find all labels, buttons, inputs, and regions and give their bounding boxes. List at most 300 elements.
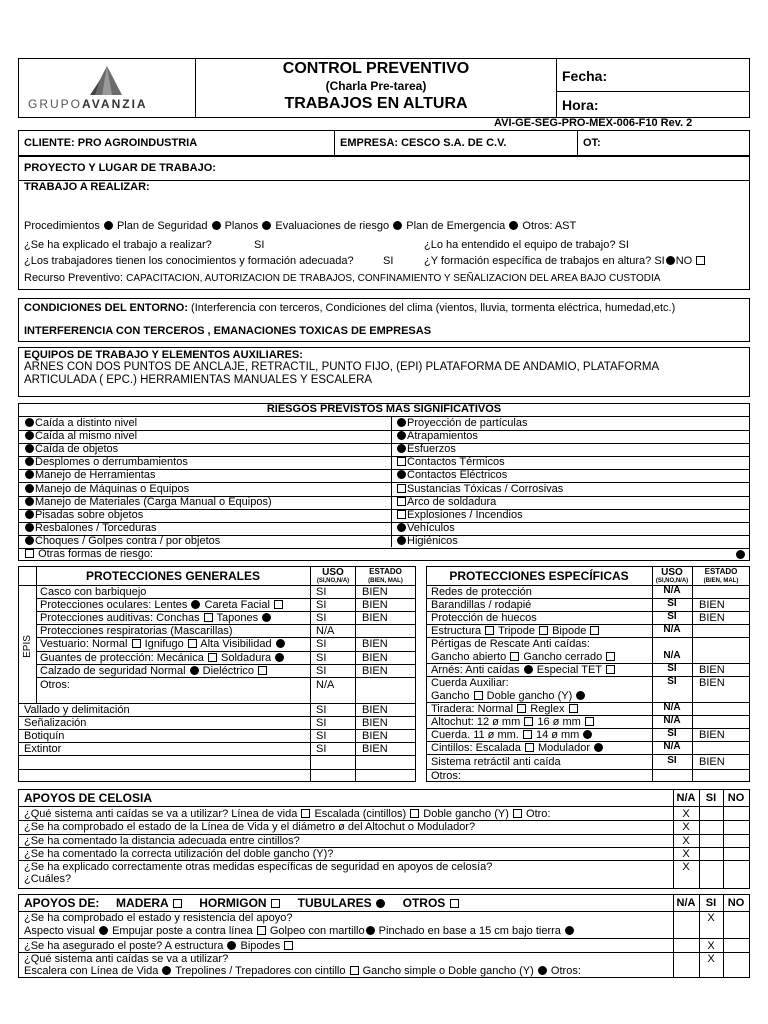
pe-item-checkbox[interactable] xyxy=(474,691,483,700)
celosia-na-mark[interactable]: X xyxy=(682,848,690,860)
pe-item-label: Sistema retráctil anti caída xyxy=(431,756,561,768)
riesgo-right-checkbox[interactable] xyxy=(397,497,406,506)
riesgo-left-label: Caída al mismo nivel xyxy=(35,430,138,443)
planos-checkbox[interactable] xyxy=(262,221,271,230)
pe-row-item xyxy=(431,599,531,612)
celosia-na-header: N/A xyxy=(676,792,696,804)
trabajo-field: TRABAJO A REALIZAR: xyxy=(24,181,150,193)
pe-uso-sub: (SI,NO,N/A) xyxy=(655,578,689,584)
otros-sistema-label: Otros: xyxy=(550,965,581,977)
pg-uso-value: SI xyxy=(316,652,327,664)
escalera-linea-label: Escalera con Línea de Vida xyxy=(24,965,159,977)
riesgo-right-checkbox[interactable] xyxy=(397,457,406,466)
riesgo-right-item xyxy=(396,443,456,456)
madera-checkbox[interactable] xyxy=(173,899,182,908)
pe-row-item xyxy=(431,677,509,690)
q-conocimientos: ¿Los trabajadores tienen los conocimientos y formación adecuada? xyxy=(24,255,354,267)
q-entendido: ¿Lo ha entendido el equipo de trabajo? SI xyxy=(424,239,629,251)
pe-uso-value: N/A xyxy=(663,624,681,635)
riesgo-right-label: Vehículos xyxy=(407,521,455,534)
pg-row-item xyxy=(40,652,285,665)
pg-row-item xyxy=(40,638,286,651)
pe-item-label: 16 ø mm xyxy=(537,716,581,728)
evaluaciones-checkbox[interactable] xyxy=(393,221,402,230)
entorno-row xyxy=(24,302,675,315)
pg-item-label: Protecciones auditivas: Conchas xyxy=(40,612,200,624)
riesgo-right-checkbox[interactable] xyxy=(397,470,406,479)
riesgo-right-label: Arco de soldadura xyxy=(407,495,497,508)
q-conocimientos-answer: SI xyxy=(383,255,394,267)
fecha-label: Fecha: xyxy=(562,68,608,84)
pg-item-checkbox[interactable] xyxy=(132,639,141,648)
pe-uso-value: SI xyxy=(667,598,677,609)
riesgo-right-item xyxy=(396,469,507,482)
proyecto-field: PROYECTO Y LUGAR DE TRABAJO: xyxy=(24,162,216,174)
riesgo-left-checkbox[interactable] xyxy=(25,431,34,440)
pe-item-checkbox[interactable] xyxy=(524,717,533,726)
pg-item-label: Ignifugo xyxy=(144,638,184,650)
pg-item-label: Guantes de protección: Mecánica xyxy=(40,652,204,664)
riesgo-right-checkbox[interactable] xyxy=(397,444,406,453)
celosia-q3: ¿Se ha comentado la distancia adecuada entre cintillos? xyxy=(24,835,300,847)
empresa-field: EMPRESA: CESCO S.A. DE C.V. xyxy=(340,137,507,149)
riesgo-right-item xyxy=(396,430,478,443)
escalada-checkbox[interactable] xyxy=(410,809,419,818)
pinchado-checkbox[interactable] xyxy=(565,926,574,935)
riesgo-left-checkbox[interactable] xyxy=(25,418,34,427)
riesgo-otras-label: Otras formas de riesgo: xyxy=(38,548,153,560)
pe-item-checkbox[interactable] xyxy=(539,626,548,635)
pe-estado-value: BIEN xyxy=(699,612,725,624)
pg-estado-value: BIEN xyxy=(362,665,388,677)
hora-label: Hora: xyxy=(562,97,599,113)
pg-item-checkbox[interactable] xyxy=(190,666,199,675)
pe-item-label: Estructura xyxy=(431,625,482,637)
pg-title: PROTECCIONES GENERALES xyxy=(85,569,261,583)
pe-item-checkbox[interactable] xyxy=(525,743,534,752)
celosia-q4: ¿Se ha comentado la correcta utilización del doble gancho (Y)? xyxy=(24,848,334,860)
equipos-line2: ARTICULADA ( EPC.) HERRAMIENTAS MANUALES Y ESCALERA xyxy=(24,374,373,386)
riesgo-left-item xyxy=(24,443,118,456)
otro-label: Otro: xyxy=(526,808,551,820)
riesgo-left-label: Pisadas sobre objetos xyxy=(35,508,144,521)
asegurado-label: ¿Se ha asegurado el poste? A estructura xyxy=(24,940,224,952)
pe-estado-value: BIEN xyxy=(699,677,725,689)
pg-estado-value: BIEN xyxy=(362,586,388,598)
pg-extra-uso: SI xyxy=(316,717,327,729)
riesgo-right-checkbox[interactable] xyxy=(397,484,406,493)
riesgo-right-item xyxy=(396,522,455,535)
equipos-line1: ARNES CON DOS PUNTOS DE ANCLAJE, RETRACTIL, PUNTO FIJO, (EPI) PLATAFORMA DE ANDAMIO, PLATAFORMA xyxy=(24,361,660,373)
title-charla: (Charla Pre-tarea) xyxy=(325,79,427,93)
riesgo-left-item xyxy=(24,430,137,443)
pg-item-checkbox[interactable] xyxy=(274,600,283,609)
pe-item-checkbox[interactable] xyxy=(524,665,533,674)
recurso-preventivo xyxy=(24,272,660,285)
pg-extra-uso: SI xyxy=(316,730,327,742)
riesgo-left-label: Manejo de Máquinas o Equipos xyxy=(35,482,190,495)
pg-item-checkbox[interactable] xyxy=(204,613,213,622)
plan-emergencia-checkbox[interactable] xyxy=(509,221,518,230)
q-explicado-answer: SI xyxy=(254,239,265,251)
pg-item-label: Alta Visibilidad xyxy=(200,638,272,650)
riesgo-left-item xyxy=(24,469,155,482)
pg-extra-estado: BIEN xyxy=(362,717,388,729)
aspecto-visual-label: Aspecto visual xyxy=(24,925,95,937)
riesgo-right-label: Atrapamientos xyxy=(407,430,478,443)
apoyos-q3: ¿Qué sistema anti caídas se va a utilizar? xyxy=(24,953,229,965)
pe-item-label: Gancho cerrado xyxy=(523,651,603,663)
formacion-si-checkbox[interactable] xyxy=(666,256,675,265)
pg-extra-uso: SI xyxy=(316,704,327,716)
riesgo-right-checkbox[interactable] xyxy=(397,523,406,532)
pg-uso-value: SI xyxy=(316,665,327,677)
riesgo-left-checkbox[interactable] xyxy=(25,523,34,532)
pe-row-item xyxy=(431,729,593,742)
celosia-q1-label: ¿Qué sistema anti caídas se va a utilizar? Línea de vida xyxy=(24,808,298,820)
otras-riesgo-mark xyxy=(736,550,745,559)
pe-row-item xyxy=(431,703,579,716)
pe-uso-value: N/A xyxy=(663,585,681,596)
pg-item-label: Protecciones oculares: Lentes xyxy=(40,599,188,611)
riesgos-title: RIESGOS PREVISTOS MAS SIGNIFICATIVOS xyxy=(266,403,502,415)
apoyos-si-mark[interactable]: X xyxy=(707,940,715,952)
ot-field: OT: xyxy=(583,137,601,149)
pe-uso-value: N/A xyxy=(663,741,681,752)
pe-uso-value: N/A xyxy=(663,715,681,726)
pg-estado-value: BIEN xyxy=(362,652,388,664)
pe-row-item xyxy=(431,625,600,638)
pg-item-label: Dieléctrico xyxy=(202,665,255,677)
pg-item-label: Vestuario: Normal xyxy=(40,638,128,650)
pg-extra-estado: BIEN xyxy=(362,743,388,755)
riesgo-left-item xyxy=(24,483,189,496)
otras-riesgo-checkbox[interactable] xyxy=(25,549,34,558)
pe-item-label: Reglex xyxy=(530,703,565,715)
pg-item-checkbox[interactable] xyxy=(262,613,271,622)
recurso-value: CAPACITACION, AUTORIZACION DE TRABAJOS, CONFINAMIENTO Y SEÑALIZACION DEL AREA BAJO CUSTODIA xyxy=(126,273,661,284)
pe-uso-value: SI xyxy=(667,611,677,622)
gancho-simple-checkbox[interactable] xyxy=(538,966,547,975)
otros-apoyo-label: OTROS xyxy=(402,896,446,910)
riesgo-left-item xyxy=(24,496,272,509)
pg-estado-value: BIEN xyxy=(362,612,388,624)
pg-estado-label: ESTADO xyxy=(369,567,402,576)
riesgo-right-checkbox[interactable] xyxy=(397,418,406,427)
trepolines-checkbox[interactable] xyxy=(350,966,359,975)
entorno-label: CONDICIONES DEL ENTORNO: xyxy=(24,302,188,314)
pe-item-checkbox[interactable] xyxy=(485,626,494,635)
celosia-na-mark[interactable]: X xyxy=(682,835,690,847)
pg-item-checkbox[interactable] xyxy=(191,600,200,609)
pe-item-label: Tripode xyxy=(498,625,535,637)
tubulares-label: TUBULARES xyxy=(297,896,372,910)
pg-extra-estado: BIEN xyxy=(362,730,388,742)
riesgo-right-item xyxy=(396,417,527,430)
riesgo-right-checkbox[interactable] xyxy=(397,510,406,519)
celosia-no-header: NO xyxy=(727,792,745,804)
linea-vida-checkbox[interactable] xyxy=(301,809,310,818)
pe-uso-label: USO xyxy=(661,567,683,578)
otros-apoyo-checkbox[interactable] xyxy=(450,899,459,908)
pe-item-checkbox[interactable] xyxy=(606,665,615,674)
pe-item-label: Arnés: Anti caídas xyxy=(431,664,520,676)
riesgo-left-checkbox[interactable] xyxy=(25,510,34,519)
pe-estado-label: ESTADO xyxy=(704,567,738,576)
celosia-na-mark[interactable]: X xyxy=(682,861,690,873)
formacion-no-checkbox[interactable] xyxy=(696,256,705,265)
escalada-label: Escalada (cintillos) xyxy=(314,808,407,820)
riesgo-right-checkbox[interactable] xyxy=(397,431,406,440)
pg-estado-sub: (BIEN, MAL) xyxy=(368,578,403,584)
madera-label: MADERA xyxy=(116,896,169,910)
pg-uso-value: SI xyxy=(316,638,327,650)
pg-estado-value: BIEN xyxy=(362,599,388,611)
pe-row-item xyxy=(431,651,616,664)
pe-item-label: Cintillos: Escalada xyxy=(431,742,521,754)
pg-extra-item: Botiquín xyxy=(24,730,65,742)
pg-extra-item: Vallado y delimitación xyxy=(24,704,130,716)
riesgo-right-checkbox[interactable] xyxy=(397,536,406,545)
pg-item-checkbox[interactable] xyxy=(258,666,267,675)
pg-uso-sub: (SI,NO,N/A) xyxy=(316,578,350,584)
pinchado-label: Pinchado en base a 15 cm bajo tierra xyxy=(378,925,561,937)
celosia-title: APOYOS DE CELOSIA xyxy=(24,791,153,805)
empujar-checkbox[interactable] xyxy=(257,926,266,935)
pe-item-label: Altochut: 12 ø mm xyxy=(431,716,521,728)
pe-item-checkbox[interactable] xyxy=(517,704,526,713)
pe-row-item xyxy=(431,612,537,625)
documentation-checklist xyxy=(24,220,576,233)
pg-extra-item: Extintor xyxy=(24,743,62,755)
logo-text-bold: AVANZIA xyxy=(82,97,148,111)
procedimientos-label: Procedimientos xyxy=(24,220,100,232)
epis-label: EPIS xyxy=(21,635,33,658)
formacion-no-label: NO xyxy=(675,255,693,267)
avanzia-logo-icon xyxy=(24,62,190,98)
pg-uso-value: N/A xyxy=(316,679,335,691)
estructura-checkbox[interactable] xyxy=(227,941,236,950)
riesgo-left-item xyxy=(24,509,143,522)
riesgo-right-label: Contactos Eléctricos xyxy=(407,469,508,482)
logo xyxy=(24,62,190,114)
logo-text-regular: GRUPO xyxy=(28,97,83,111)
riesgo-left-item xyxy=(24,417,137,430)
riesgo-left-label: Manejo de Herramientas xyxy=(35,469,156,482)
riesgo-left-checkbox[interactable] xyxy=(25,484,34,493)
pe-row-item xyxy=(431,716,595,729)
pe-row-item xyxy=(431,742,604,755)
pe-row-item xyxy=(431,586,532,599)
plan-seguridad-label: Plan de Seguridad xyxy=(116,220,208,232)
apoyos-q2 xyxy=(24,940,294,953)
riesgo-right-label: Sustancias Tóxicas / Corrosivas xyxy=(407,482,564,495)
pg-row-item xyxy=(40,679,70,692)
celosia-q2: ¿Se ha comprobado el estado de la Línea de Vida y el diámetro ø del Altochut o Modulador? xyxy=(24,821,476,833)
riesgo-left-item xyxy=(24,535,220,548)
pg-row-item xyxy=(40,612,272,625)
riesgo-right-label: Contactos Térmicos xyxy=(407,456,505,469)
pe-item-label: Especial TET xyxy=(536,664,602,676)
pe-item-checkbox[interactable] xyxy=(576,691,585,700)
q-formacion-altura xyxy=(424,255,706,268)
pe-item-checkbox[interactable] xyxy=(583,730,592,739)
pe-uso-value: N/A xyxy=(663,650,681,661)
riesgo-left-label: Manejo de Materiales (Carga Manual o Equipos) xyxy=(35,495,272,508)
riesgo-right-label: Esfuerzos xyxy=(407,443,456,456)
cliente-field: CLIENTE: PRO AGROINDUSTRIA xyxy=(24,137,198,149)
riesgo-left-item xyxy=(24,522,156,535)
pe-row-item xyxy=(431,638,590,651)
pg-row-item xyxy=(40,599,284,612)
pe-uso-value: SI xyxy=(667,676,677,687)
hormigon-label: HORMIGON xyxy=(199,896,267,910)
pe-item-label: Barandillas / rodapié xyxy=(431,599,532,611)
pe-item-checkbox[interactable] xyxy=(606,652,615,661)
riesgo-left-checkbox[interactable] xyxy=(25,444,34,453)
apoyos-q1b xyxy=(24,925,575,938)
pe-estado-value: BIEN xyxy=(699,729,725,741)
apoyos-q3b xyxy=(24,965,581,978)
pe-row-item xyxy=(431,770,461,783)
pe-item-label: Tiradera: Normal xyxy=(431,703,514,715)
pe-item-label: Redes de protección xyxy=(431,586,532,598)
gancho-simple-label: Gancho simple o Doble gancho (Y) xyxy=(362,965,534,977)
pg-extra-uso: SI xyxy=(316,743,327,755)
equipos-label: EQUIPOS DE TRABAJO Y ELEMENTOS AUXILIARES: xyxy=(24,349,303,361)
q-formacion-label: ¿Y formación específica de trabajos en altura? SI xyxy=(424,255,665,267)
pe-item-label: Gancho xyxy=(431,690,470,702)
evaluaciones-label: Evaluaciones de riesgo xyxy=(275,220,390,232)
riesgo-right-item xyxy=(396,483,563,496)
document-code: AVI-GE-SEG-PRO-MEX-006-F10 Rev. 2 xyxy=(494,117,693,129)
procedimientos-checkbox[interactable] xyxy=(104,221,113,230)
pe-uso-value: SI xyxy=(667,755,677,766)
riesgo-left-item xyxy=(24,456,188,469)
pg-item-label: Careta Facial xyxy=(204,599,270,611)
pg-uso-label: USO xyxy=(322,567,344,578)
pg-estado-value: BIEN xyxy=(362,638,388,650)
pe-uso-value: N/A xyxy=(663,702,681,713)
apoyos-si-header: SI xyxy=(705,897,717,909)
pe-row-item xyxy=(431,756,561,769)
pe-item-checkbox[interactable] xyxy=(590,626,599,635)
riesgo-left-label: Resbalones / Torceduras xyxy=(35,521,157,534)
pe-item-checkbox[interactable] xyxy=(510,652,519,661)
pg-item-label: Otros: xyxy=(40,679,70,691)
entorno-value: INTERFERENCIA CON TERCEROS , EMANACIONES TOXICAS DE EMPRESAS xyxy=(24,325,432,337)
pe-item-label: Protección de huecos xyxy=(431,612,537,624)
riesgo-right-item xyxy=(396,535,458,548)
apoyos-title: APOYOS DE: xyxy=(24,896,100,910)
pe-item-label: Gancho abierto xyxy=(431,651,507,663)
riesgo-left-label: Desplomes o derrumbamientos xyxy=(35,456,188,469)
pe-item-checkbox[interactable] xyxy=(523,730,532,739)
title-trabajos-altura: TRABAJOS EN ALTURA xyxy=(284,95,468,112)
riesgo-left-checkbox[interactable] xyxy=(25,536,34,545)
pe-item-label: Cuerda Auxiliar: xyxy=(431,677,509,689)
entorno-desc: (Interferencia con terceros, Condiciones del clima (vientos, lluvia, tormenta eléctrica, humedad,etc.) xyxy=(188,302,676,314)
pe-estado-value: BIEN xyxy=(699,664,725,676)
aspecto-visual-checkbox[interactable] xyxy=(99,926,108,935)
pe-uso-value: SI xyxy=(667,663,677,674)
riesgo-left-checkbox[interactable] xyxy=(25,470,34,479)
pe-estado-sub: (BIEN, MAL) xyxy=(703,578,739,584)
pg-item-checkbox[interactable] xyxy=(276,639,285,648)
pg-row-item xyxy=(40,586,146,599)
pg-item-checkbox[interactable] xyxy=(188,639,197,648)
apoyos-si-mark[interactable]: X xyxy=(707,912,715,924)
apoyos-si-mark[interactable]: X xyxy=(707,953,715,965)
apoyos-q1: ¿Se ha comprobado el estado y resistencia del apoyo? xyxy=(24,912,293,924)
pg-item-label: Calzado de seguridad Normal xyxy=(40,665,186,677)
golpeo-checkbox[interactable] xyxy=(366,926,375,935)
plan-seguridad-checkbox[interactable] xyxy=(212,221,221,230)
riesgo-otras xyxy=(24,548,153,561)
apoyos-title-row xyxy=(24,897,460,910)
pg-uso-value: SI xyxy=(316,599,327,611)
pg-extra-estado: BIEN xyxy=(362,704,388,716)
plan-emergencia-label: Plan de Emergencia xyxy=(406,220,506,232)
pe-item-label: 14 ø mm xyxy=(535,729,580,741)
bipodes-label: Bipodes xyxy=(240,940,281,952)
empujar-label: Empujar poste a contra línea xyxy=(112,925,253,937)
riesgo-right-label: Explosiones / Incendios xyxy=(407,508,523,521)
riesgo-right-item xyxy=(396,456,505,469)
pe-item-label: Otros: xyxy=(431,770,461,782)
pe-item-checkbox[interactable] xyxy=(569,704,578,713)
riesgo-right-label: Proyección de partículas xyxy=(407,417,528,429)
pg-item-label: Casco con barbiquejo xyxy=(40,586,147,598)
escalera-linea-checkbox[interactable] xyxy=(162,966,171,975)
riesgo-left-checkbox[interactable] xyxy=(25,457,34,466)
celosia-si-header: SI xyxy=(705,792,717,804)
q-explicado: ¿Se ha explicado el trabajo a realizar? xyxy=(24,239,212,251)
riesgo-left-label: Choques / Golpes contra / por objetos xyxy=(35,534,221,547)
planos-label: Planos xyxy=(224,220,259,232)
otros-ast-label: Otros: AST xyxy=(522,220,577,232)
bipodes-checkbox[interactable] xyxy=(284,941,293,950)
pg-item-checkbox[interactable] xyxy=(208,653,217,662)
pg-uso-value: SI xyxy=(316,612,327,624)
doble-gancho-checkbox[interactable] xyxy=(513,809,522,818)
celosia-na-mark[interactable]: X xyxy=(682,821,690,833)
riesgo-left-label: Caída a distinto nivel xyxy=(35,417,138,429)
recurso-label: Recurso Preventivo: xyxy=(24,272,124,284)
pe-item-checkbox[interactable] xyxy=(594,743,603,752)
hormigon-checkbox[interactable] xyxy=(271,899,280,908)
pe-item-label: Cuerda. 11 ø mm. xyxy=(431,729,519,741)
pg-item-label: Tapones xyxy=(216,612,259,624)
pg-uso-value: N/A xyxy=(316,625,335,637)
apoyos-no-header: NO xyxy=(727,897,745,909)
title-control-preventivo: CONTROL PREVENTIVO xyxy=(282,60,470,77)
celosia-na-mark[interactable]: X xyxy=(682,808,690,820)
riesgo-right-label: Higiénicos xyxy=(407,534,458,547)
pe-row-item xyxy=(431,664,616,677)
pe-item-label: Modulador xyxy=(538,742,590,754)
tubulares-checkbox[interactable] xyxy=(376,899,385,908)
riesgo-left-checkbox[interactable] xyxy=(25,497,34,506)
pe-title: PROTECCIONES ESPECÍFICAS xyxy=(449,569,629,583)
pe-row-item xyxy=(431,690,586,703)
pe-estado-value: BIEN xyxy=(699,599,725,611)
pg-item-checkbox[interactable] xyxy=(275,653,284,662)
riesgo-right-item xyxy=(396,509,523,522)
pe-item-checkbox[interactable] xyxy=(585,717,594,726)
trepolines-label: Trepolines / Trepadores con cintillo xyxy=(175,965,346,977)
pe-item-label: Bipode xyxy=(552,625,587,637)
